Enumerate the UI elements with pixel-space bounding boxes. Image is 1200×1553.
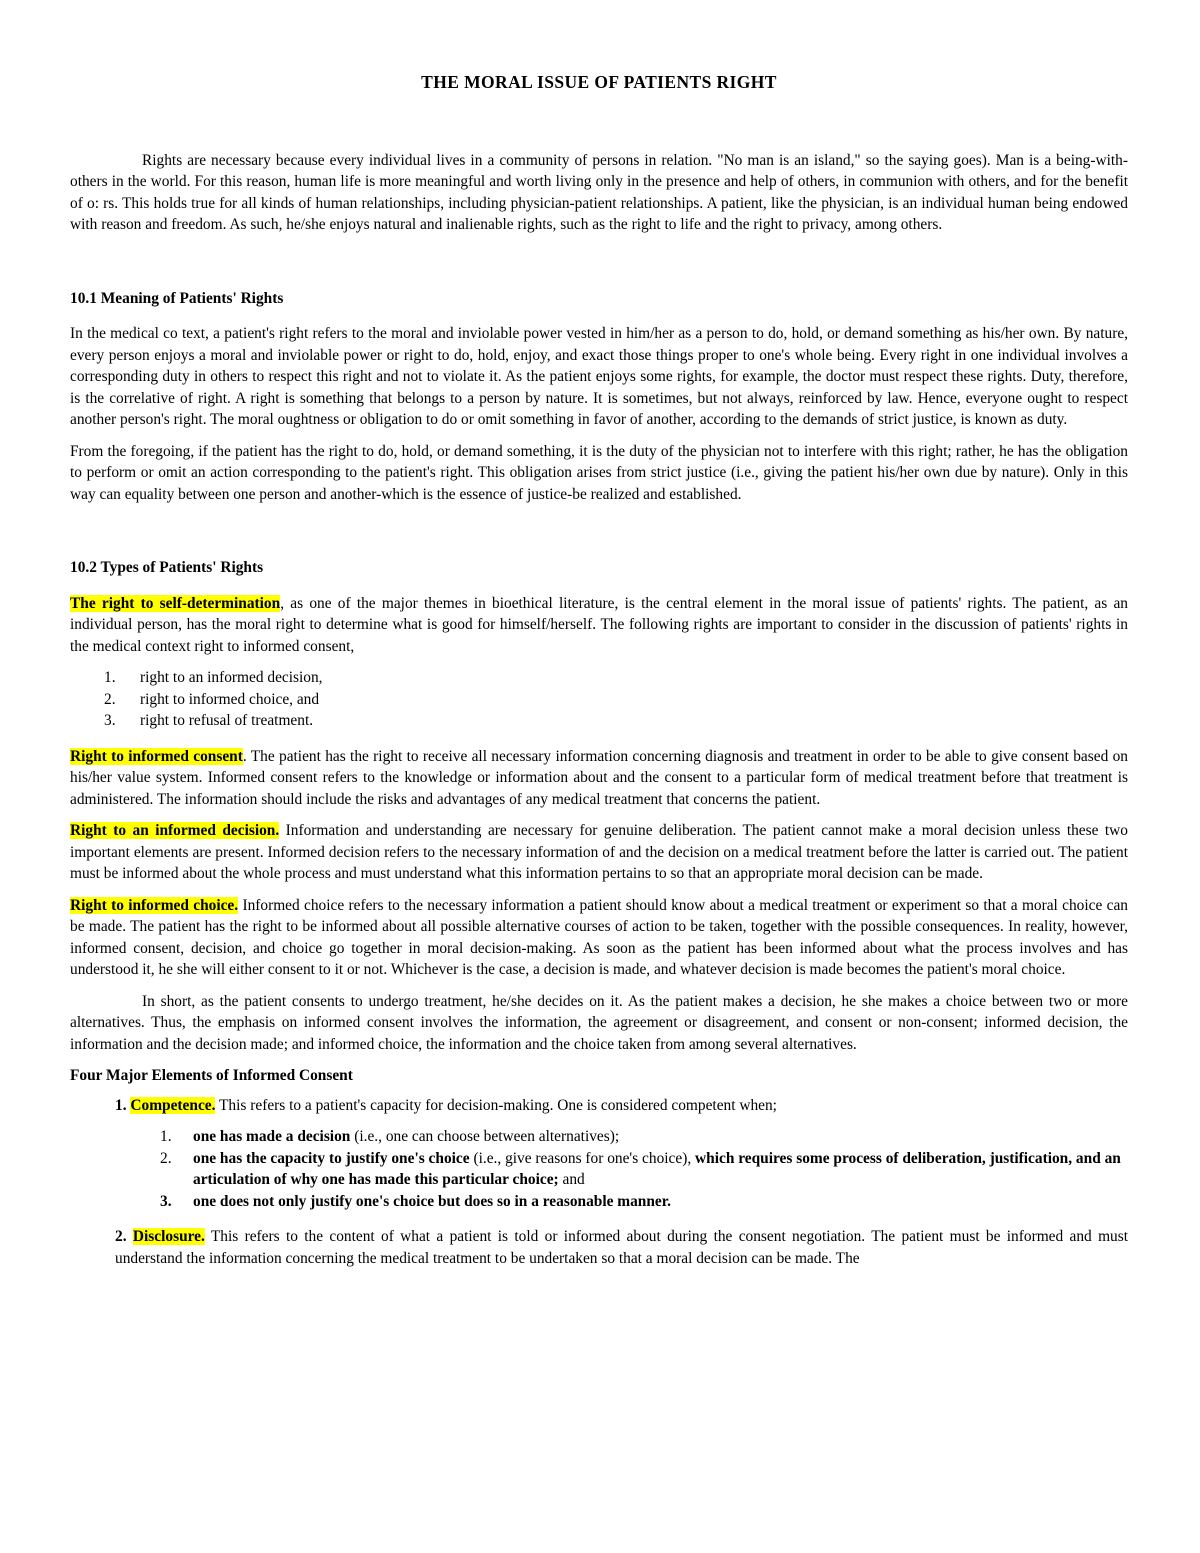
meaning-paragraph-1: In the medical co text, a patient's right refers to the moral and inviolable power vested in him/her as a person to do, hold, or demand something as his/her own. By nature, every person enjoys a moral and inviolable power or right to do, hold, enjoy, and exact those things proper to one's whole being. Every right in one individual involves a corresponding duty in others to respect this right and not to violate it. As the patient enjoys some rights, for example, the doctor must respect these rights. Duty, therefore, is the correlative of right. A right is something that belongs to a person by nature. It is sometimes, but not always, reinforced by law. Hence, everyone ought to respect another person's right. The moral oughtness or obligation to do or omit something in favor of another, according to the demands of strict justice, is known as duty. <box>70 325 1128 428</box>
disclosure-text: This refers to the content of what a patient is told or informed about during the consent negotiation. The patient must be informed and must understand the information concerning the medical treatment to be undertaken so that a moral decision can be made. The <box>115 1228 1129 1267</box>
highlight-disclosure: Disclosure. <box>132 1228 205 1245</box>
highlight-competence: Competence. <box>130 1096 216 1114</box>
document-title: THE MORAL ISSUE OF PATIENTS RIGHT <box>421 72 777 92</box>
competence-element <box>70 1095 1128 1117</box>
criterion-bold: one has the capacity to justify one's choice <box>193 1149 470 1167</box>
meaning-paragraph-2: From the foregoing, if the patient has the right to do, hold, or demand something, it is the duty of the physician not to interfere with this right; rather, he has the obligation to perform or omit an action corresponding to the patient's right. This obligation arises from strict justice (i.e., giving the patient his/her own due by nature). Only in this way can equality between one person and another-which is the essence of justice-be realized and established. <box>70 442 1128 503</box>
informed-choice-text: Informed choice refers to the necessary information a patient should know about a medical treatment or experiment so that a moral choice can be made. The patient has the right to be informed about all possible alternative courses of action to be taken, together with the possible consequences. In reality, however, informed consent, decision, and choice go together in moral decision-making. As soon as the patient has been informed about what the process involves and has understood it, he she will either consent to it or not. Whichever is the case, a decision is made, and whatever decision is made becomes the patient's moral choice. <box>70 896 1128 978</box>
elements-heading: Four Major Elements of Informed Consent <box>70 1067 353 1084</box>
highlight-informed-consent: Right to informed consent <box>70 747 243 765</box>
list-number: 1. <box>160 1128 172 1145</box>
criterion-text: and <box>558 1171 585 1188</box>
criterion-text: (i.e., give reasons for one's choice), <box>469 1149 696 1167</box>
list-item <box>70 1191 1128 1213</box>
informed-decision-text: Information and understanding are necessary for genuine deliberation. The patient cannot make a moral decision unless these two important elements are present. Informed decision refers to the necessary information of and the decision on a medical treatment before the latter is carried out. The patient must be informed about the whole process and must understand what this information pertains to so that an appropriate moral decision can be made. <box>70 822 1128 882</box>
section-heading-meaning: 10.1 Meaning of Patients' Rights <box>70 289 284 307</box>
list-number: 3. <box>104 712 116 729</box>
section-heading-types: 10.2 Types of Patients' Rights <box>70 559 264 576</box>
criterion-bold: one does not only justify one's choice but does so in a reasonable manner. <box>193 1192 672 1210</box>
list-item <box>70 1126 1128 1148</box>
disclosure-element <box>70 1226 1128 1269</box>
highlight-informed-decision: Right to an informed decision. <box>70 822 280 839</box>
informed-consent-text: . The patient has the right to receive all necessary information concerning diagnosis and treatment in order to be able to give consent based on his/her value system. Informed consent refers to the knowledge or information about and the consent to a particular form of medical treatment before that treatment is administered. The information should include the risks and advantages of any medical treatment that concerns the patient. <box>70 747 1128 808</box>
list-number: 2. <box>160 1149 172 1167</box>
list-number: 3. <box>160 1192 172 1210</box>
highlight-self-determination: The right to self-determination <box>70 594 281 612</box>
list-number: 2. <box>104 690 116 708</box>
intro-paragraph: Rights are necessary because every individual lives in a community of persons in relation. "No man is an island," so the saying goes). Man is a being-with-others in the world. For this reason, human life is more meaningful and worth living only in the presence and help of others, in communion with others, and for the benefit of o: rs. This holds true for all kinds of human relationships, including physician-patient relationships. A patient, like the physician, is an individual human being endowed with reason and freedom. As such, he/she enjoys natural and inalienable rights, such as the right to life and the right to privacy, among others. <box>70 151 1128 233</box>
competence-criteria-list <box>70 1126 1128 1212</box>
list-number: 1. <box>104 669 116 686</box>
informed-decision-paragraph <box>70 820 1128 885</box>
informed-consent-paragraph <box>70 746 1128 811</box>
list-item <box>70 710 1128 732</box>
list-item-text: right to an informed decision, <box>140 669 323 686</box>
highlight-informed-choice: Right to informed choice. <box>70 896 239 914</box>
list-item-text: right to refusal of treatment. <box>140 712 314 729</box>
criterion-bold: which requires some process of deliberation, justification, and an articulation of why one has made this particular choice; <box>193 1149 1121 1188</box>
element-number: 1. <box>115 1096 127 1114</box>
self-determination-text: , as one of the major themes in bioethical literature, is the central element in the moral issue of patients' rights. The patient, as an individual person, has the moral right to determine what is good for himself/herself. The following rights are important to consider in the discussion of patients' rights in the medical context right to informed consent, <box>70 594 1128 655</box>
competence-text: This refers to a patient's capacity for decision-making. One is considered competent when; <box>215 1096 777 1114</box>
list-item <box>70 689 1128 711</box>
rights-list <box>70 667 1128 732</box>
list-item <box>70 667 1128 689</box>
summary-paragraph: In short, as the patient consents to undergo treatment, he/she decides on it. As the patient makes a decision, he she makes a choice between two or more alternatives. Thus, the emphasis on informed consent involves the information, the agreement or disagreement, and consent or non-consent; informed decision, the information and the decision made; and informed choice, the information and the choice taken from among several alternatives. <box>70 992 1128 1053</box>
list-item <box>70 1148 1128 1191</box>
informed-choice-paragraph <box>70 895 1128 981</box>
element-number: 2. <box>115 1228 127 1245</box>
criterion-bold: one has made a decision <box>193 1128 351 1145</box>
list-item-text: right to informed choice, and <box>140 690 320 708</box>
self-determination-paragraph <box>70 593 1128 658</box>
criterion-text: (i.e., one can choose between alternatives); <box>350 1128 620 1145</box>
